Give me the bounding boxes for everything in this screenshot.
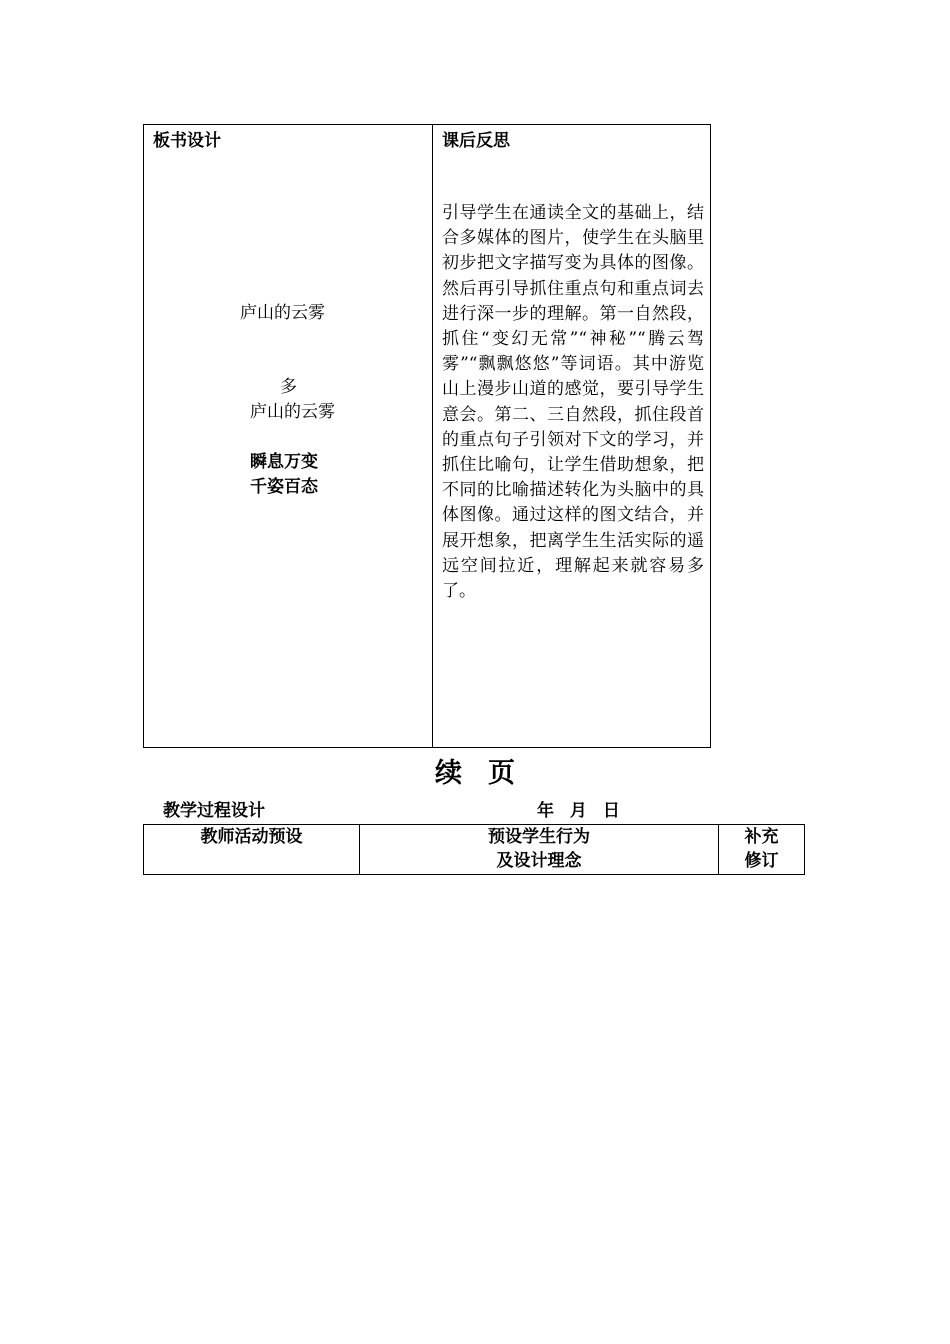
col-revision <box>719 825 804 873</box>
col-student-behavior-line1: 预设学生行为 <box>488 827 590 847</box>
date-year: 年 <box>537 801 554 821</box>
board-keyword-2: 千姿百态 <box>250 477 318 497</box>
board-design-header: 板书设计 <box>153 131 221 151</box>
col-student-behavior <box>360 825 718 873</box>
col-revision-line2: 修订 <box>744 851 779 871</box>
col-revision-line1: 补充 <box>744 827 779 847</box>
process-design-label: 教学过程设计 <box>163 801 265 821</box>
date-line <box>537 799 630 823</box>
column-divider <box>432 125 433 747</box>
process-table <box>143 824 805 875</box>
reflection-header: 课后反思 <box>442 131 510 151</box>
col-student-behavior-line2: 及设计理念 <box>496 851 582 871</box>
reflection-text: 引导学生在通读全文的基础上，结合多媒体的图片，使学生在头脑里初步把文字描写变为具体的图像。然后再引导抓住重点句和重点词去进行深一步的理解。第一自然段，抓住“变幻无常”“神秘”“腾云驾雾”“飘飘悠悠”等词语。其中游览山上漫步山道的感觉，要引导学生意会。第二、三自然段，抓住段首的重点句子引领对下文的学习，并抓住比喻句，让学生借助想象，把不同的比喻描述转化为头脑中的具体图像。通过这样的图文结合，并展开想象，把离学生生活实际的遥远空间拉近，理解起来就容易多了。 <box>442 203 704 602</box>
date-month: 月 <box>569 801 587 821</box>
continued-page-title: 续页 <box>435 758 541 789</box>
board-title-1: 庐山的云雾 <box>240 303 325 323</box>
col-teacher-activity-label: 教师活动预设 <box>200 827 303 847</box>
lesson-table <box>143 124 711 748</box>
col-teacher-activity <box>144 825 359 849</box>
board-duo: 多 <box>280 377 297 397</box>
board-keyword-1: 瞬息万变 <box>250 452 318 472</box>
board-title-2: 庐山的云雾 <box>250 402 335 422</box>
date-day: 日 <box>602 801 620 821</box>
